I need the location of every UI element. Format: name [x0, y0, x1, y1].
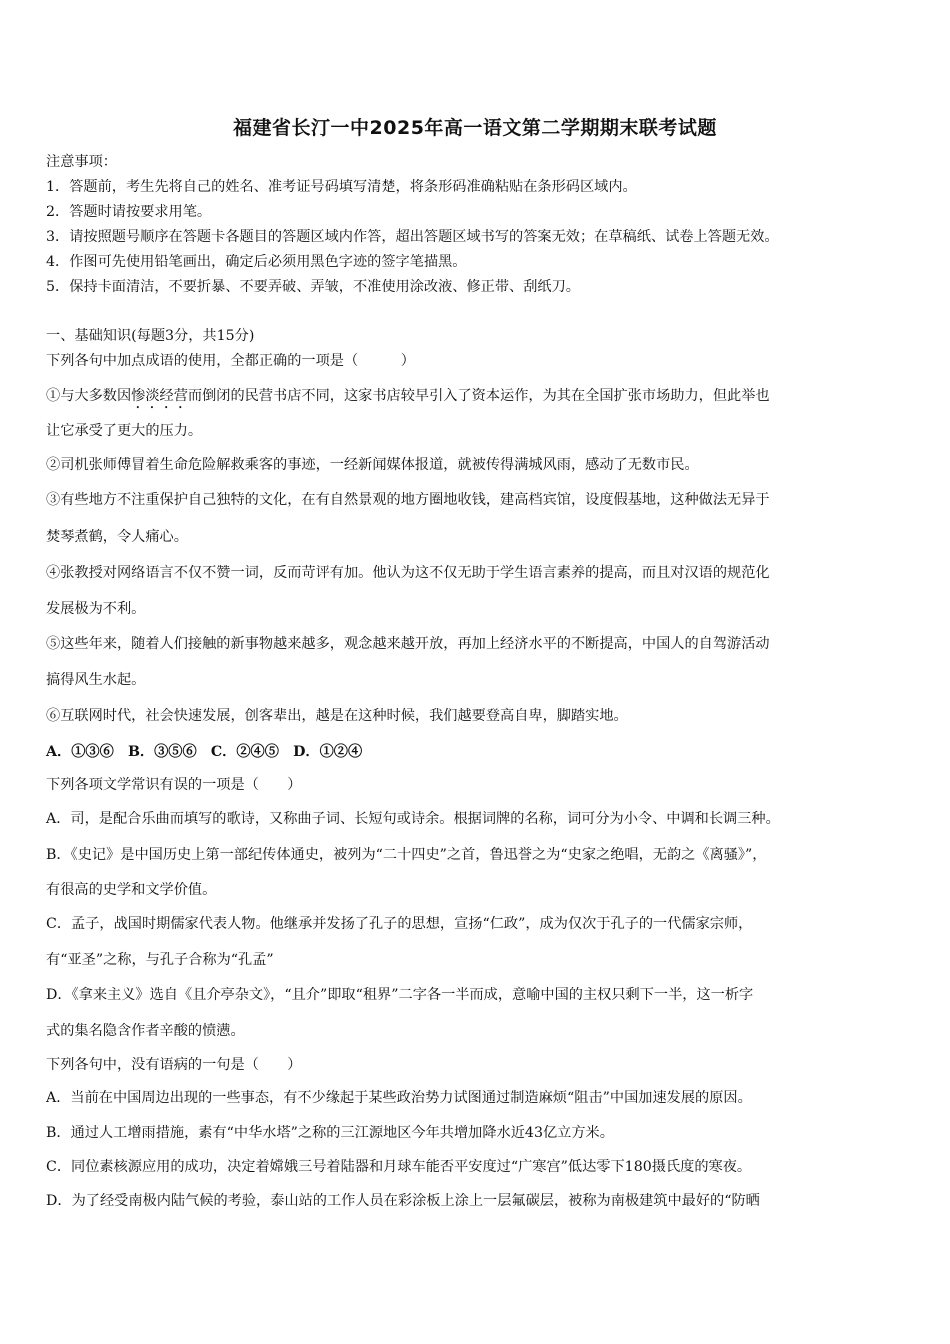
notice-item: 2．答题时请按要求用笔。 [46, 204, 212, 220]
question-sentence: 搞得风生水起。 [46, 672, 146, 688]
question-sentence: ⑤这些年来，随着人们接触的新事物越来越多，观念越来越开放，再加上经济水平的不断提高，中国人的自驾游活动 [46, 636, 770, 652]
option-c-cont: 有“亚圣”之称，与孔子合称为“孔孟” [46, 952, 274, 968]
question-sentence: ③有些地方不注重保护自己独特的文化，在有自然景观的地方圈地收钱，建高档宾馆，设度假基地，这种做法无异于 [46, 492, 770, 508]
question-stem: 下列各项文学常识有误的一项是（ ） [46, 777, 302, 793]
option-a: A．当前在中国周边出现的一些事态，有不少缘起于某些政治势力试图通过制造麻烦“阻击”中国加速发展的原因。 [46, 1090, 752, 1106]
notice-item: 1．答题前，考生先将自己的姓名、准考证号码填写清楚，将条形码准确粘贴在条形码区域内。 [46, 179, 637, 195]
question-sentence: 让它承受了更大的压力。 [46, 423, 203, 439]
option-d: D．为了经受南极内陆气候的考验，泰山站的工作人员在彩涂板上涂上一层氟碳层，被称为南极建筑中最好的“防晒 [46, 1193, 760, 1209]
notice-heading: 注意事项： [46, 154, 117, 170]
question-stem: 下列各句中加点成语的使用，全都正确的一项是（ ） [46, 353, 415, 369]
question-sentence: ②司机张师傅冒着生命危险解救乘客的事迹，一经新闻媒体报道，就被传得满城风雨，感动了无数市民。 [46, 457, 699, 473]
option-b-cont: 有很高的史学和文学价值。 [46, 882, 217, 898]
option-c: C．孟子，战国时期儒家代表人物。他继承并发扬了孔子的思想，宣扬“仁政”，成为仅次于孔子的一代儒家宗师， [46, 916, 753, 932]
notice-item: 4．作图可先使用铅笔画出，确定后必须用黑色字迹的签字笔描黑。 [46, 254, 467, 270]
answer-options: A．①③⑥ B．③⑤⑥ C．②④⑤ D．①②④ [46, 744, 363, 760]
option-b: B．《史记》是中国历史上第一部纪传体通史，被列为“二十四史”之首，鲁迅誉之为“史家之绝唱，无韵之《离骚》”， [46, 847, 767, 863]
page-title: 福建省长汀一中2025年高一语文第二学期期末联考试题 [233, 117, 717, 139]
question-sentence: 焚琴煮鹤，令人痛心。 [46, 529, 188, 545]
question-sentence: ④张教授对网络语言不仅不赞一词，反而苛评有加。他认为这不仅无助于学生语言素养的提高，而且对汉语的规范化 [46, 565, 770, 581]
question-stem: 下列各句中，没有语病的一句是（ ） [46, 1057, 302, 1073]
option-d: D．《拿来主义》选自《且介亭杂文》，“且介”即取“租界”二字各一半而成，意喻中国的主权只剩下一半，这一析字 [46, 987, 754, 1003]
sentence-text: 而倒闭的民营书店不同，这家书店较早引入了资本运作，为其在全国扩张市场助力，但此举也 [187, 388, 770, 404]
section-heading: 一、基础知识(每题3分，共15分) [46, 328, 255, 344]
option-d-cont: 式的集名隐含作者辛酸的愤懑。 [46, 1023, 245, 1039]
option-b: B．通过人工增雨措施，素有“中华水塔”之称的三江源地区今年共增加降水近43亿立方米。 [46, 1125, 614, 1141]
option-a: A．司，是配合乐曲而填写的歌诗，又称曲子词、长短句或诗余。根据词牌的名称，词可分为小令、中调和长调三种。 [46, 811, 780, 827]
question-sentence: ⑥互联网时代，社会快速发展，创客辈出，越是在这种时候，我们越要登高自卑，脚踏实地。 [46, 708, 628, 724]
option-c: C．同位素核源应用的成功，决定着嫦娥三号着陆器和月球车能否平安度过“广寒宫”低达零下180摄氏度的寒夜。 [46, 1159, 752, 1175]
sentence-text: ①与大多数因 [46, 388, 132, 404]
question-sentence [46, 386, 770, 412]
dotted-idiom: 惨淡经营 [131, 388, 188, 404]
notice-item: 5．保持卡面清洁，不要折暴、不要弄破、弄皱，不准使用涂改液、修正带、刮纸刀。 [46, 279, 580, 295]
notice-item: 3．请按照题号顺序在答题卡各题目的答题区域内作答，超出答题区域书写的答案无效；在草稿纸、试卷上答题无效。 [46, 229, 779, 245]
question-sentence: 发展极为不利。 [46, 601, 146, 617]
